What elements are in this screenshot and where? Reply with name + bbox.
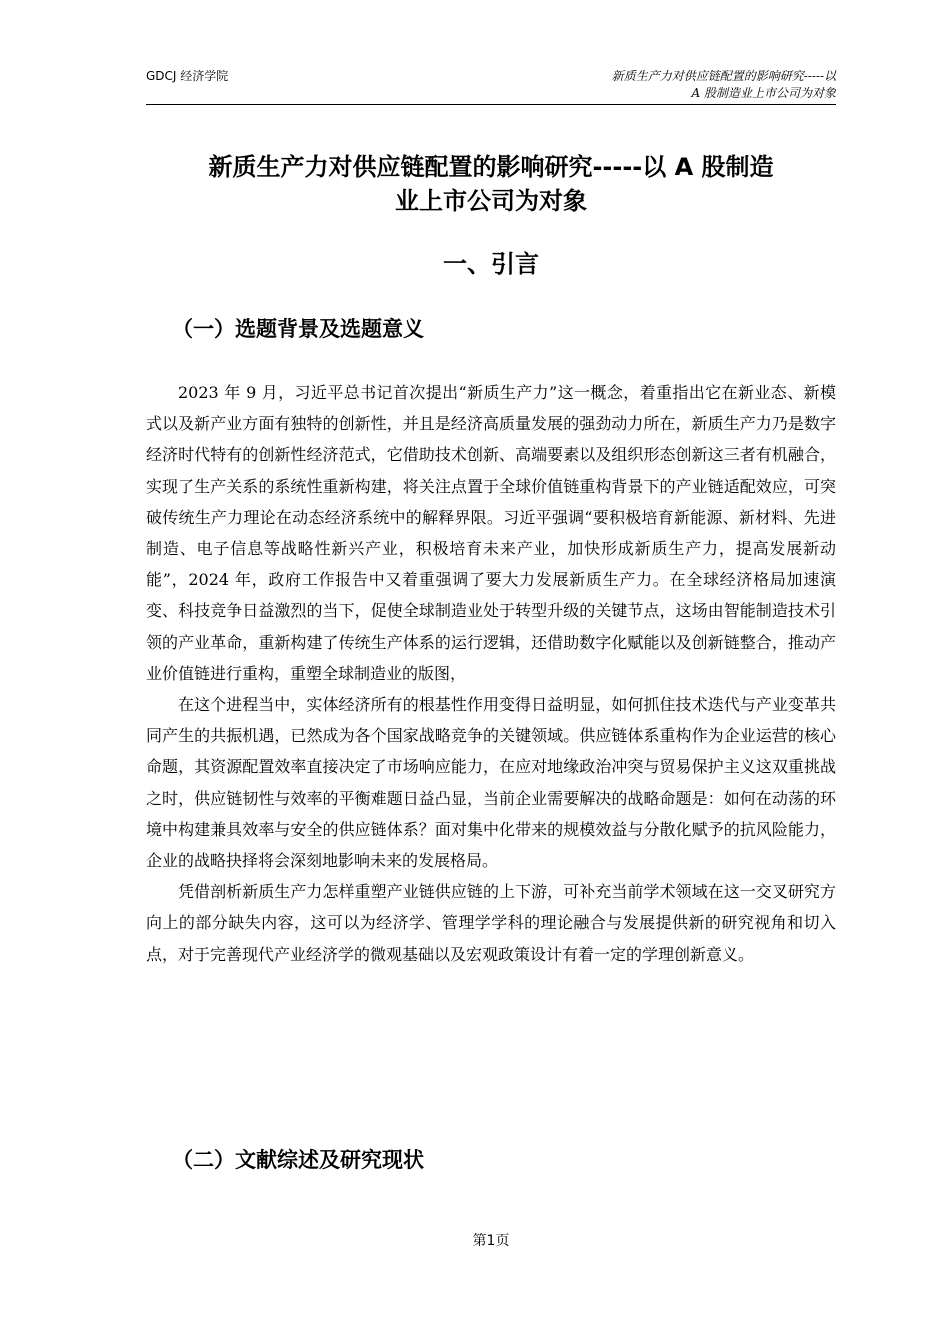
paragraph-2: 在这个进程当中，实体经济所有的根基性作用变得日益明显，如何抓住技术迭代与产业变革共同产生的共振机遇，已然成为各个国家战略竞争的关键领域。供应链体系重构作为企业运营的核心命题，其资源配置效率直接决定了市场响应能力，在应对地缘政治冲突与贸易保护主义这双重挑战之时，供应链韧性与效率的平衡难题日益凸显，当前企业需要解决的战略命题是：如何在动荡的环境中构建兼具效率与安全的供应链体系？面对集中化带来的规模效益与分散化赋予的抗风险能力，企业的战略抉择将会深刻地影响未来的发展格局。 (146, 695, 836, 871)
header-divider (146, 104, 836, 105)
document-title-line2: 业上市公司为对象 (395, 187, 587, 215)
header-running-title (506, 68, 836, 102)
subheading-literature-review: （二）文献综述及研究现状 (172, 1148, 424, 1172)
section-heading-introduction: 一、引言 (443, 250, 539, 278)
document-title (146, 150, 836, 218)
document-title-line1: 新质生产力对供应链配置的影响研究-----以 A 股制造 (208, 153, 774, 181)
header-institution: GDCJ 经济学院 (146, 69, 229, 83)
page-number: 第1页 (472, 1233, 510, 1249)
paragraph-3: 凭借剖析新质生产力怎样重塑产业链供应链的上下游，可补充当前学术领域在这一交叉研究方向上的部分缺失内容，这可以为经济学、管理学学科的理论融合与发展提供新的研究视角和切入点，对于完善现代产业经济学的微观基础以及宏观政策设计有着一定的学理创新意义。 (146, 882, 836, 964)
body-text (146, 377, 836, 970)
header-running-title-line1: 新质生产力对供应链配置的影响研究-----以 (611, 69, 836, 83)
subheading-background: （一）选题背景及选题意义 (172, 317, 424, 341)
header-running-title-line2: A 股制造业上市公司为对象 (691, 86, 836, 100)
paragraph-1: 2023 年 9 月，习近平总书记首次提出“新质生产力”这一概念，着重指出它在新业态、新模式以及新产业方面有独特的创新性，并且是经济高质量发展的强劲动力所在，新质生产力乃是数字经济时代特有的创新性经济范式，它借助技术创新、高端要素以及组织形态创新这三者有机融合，实现了生产关系的系统性重新构建，将关注点置于全球价值链重构背景下的产业链适配效应，可突破传统生产力理论在动态经济系统中的解释界限。习近平强调“要积极培育新能源、新材料、先进制造、电子信息等战略性新兴产业，积极培育未来产业，加快形成新质生产力，提高发展新动能”，2024 年，政府工作报告中又着重强调了要大力发展新质生产力。在全球经济格局加速演变、科技竞争日益激烈的当下，促使全球制造业处于转型升级的关键节点，这场由智能制造技术引领的产业革命，重新构建了传统生产体系的运行逻辑，还借助数字化赋能以及创新链整合，推动产业价值链进行重构，重塑全球制造业的版图， (146, 383, 836, 683)
